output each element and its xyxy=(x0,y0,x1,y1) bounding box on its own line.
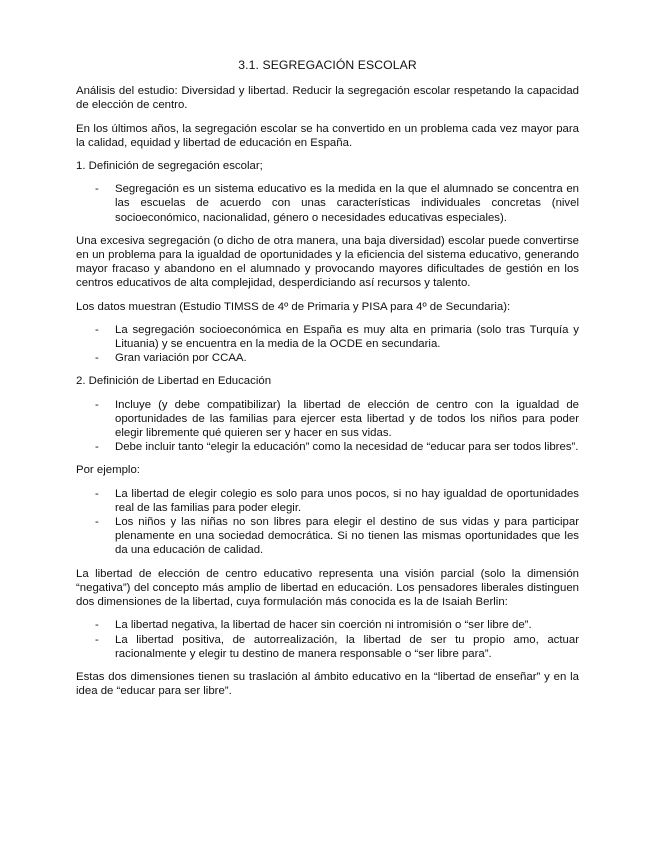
freedom-definition-list xyxy=(76,398,579,455)
study-intro-paragraph: Análisis del estudio: Diversidad y libertad. Reducir la segregación escolar respetando la capacidad de elección de centro. xyxy=(76,85,579,112)
dash-bullet: - xyxy=(95,352,99,365)
list-item-text: La libertad negativa, la libertad de hacer sin coerción ni intromisión o “ser libre de”. xyxy=(115,619,532,632)
list-item-text: Incluye (y debe compatibilizar) la libertad de elección de centro con la igualdad de oportunidades de las familias para ejercer esta libertad y de todos los niños para poder elegir libremente qué quieren ser y hacer en sus vidas. xyxy=(115,398,579,440)
dash-bullet: - xyxy=(95,487,99,500)
dash-bullet: - xyxy=(95,441,99,454)
list-item xyxy=(76,633,579,661)
closing-paragraph: Estas dos dimensiones tienen su traslación al ámbito educativo en la “libertad de enseñar” y en la idea de “educar para ser libre”. xyxy=(76,670,579,698)
list-item-text: La segregación socioeconómica en España es muy alta en primaria (solo tras Turquía y Lituania) y se encuentra en la media de la OCDE en secundaria. xyxy=(115,323,579,351)
list-item-text: Los niños y las niñas no son libres para elegir el destino de sus vidas y para participar plenamente en una sociedad democrática. Si no tienen las mismas oportunidades que les da una educación de calidad. xyxy=(115,516,579,557)
list-item-text: La libertad de elegir colegio es solo para unos pocos, si no hay igualdad de oportunidades real de las familias para poder elegir. xyxy=(115,487,579,514)
section-1-heading: 1. Definición de segregación escolar; xyxy=(76,160,263,173)
list-item xyxy=(76,618,579,632)
freedom-paragraph: La libertad de elección de centro educativo representa una visión parcial (solo la dimensión “negativa”) del concepto más amplio de libertad en educación. Los pensadores liberales distinguen dos dimensiones de la libertad, cuya formulación más conocida es la de Isaiah Berlin: xyxy=(76,567,579,609)
data-list xyxy=(76,323,579,366)
segregation-paragraph: Una excesiva segregación (o dicho de otra manera, una baja diversidad) escolar puede convertirse en un problema para la igualdad de oportunidades y la eficiencia del sistema educativo, generando mayor fracaso y abandono en el alumnado y provocando mayores dificultades de gestión en los centros educativos de alta complejidad, desperdiciando así recursos y talento. xyxy=(76,234,579,290)
data-intro-paragraph: Los datos muestran (Estudio TIMSS de 4º de Primaria y PISA para 4º de Secundaria): xyxy=(76,300,511,313)
list-item xyxy=(76,398,579,441)
list-item xyxy=(76,440,579,454)
list-item xyxy=(76,515,579,558)
dash-bullet: - xyxy=(95,323,99,336)
list-item xyxy=(76,182,579,225)
section-2-heading: 2. Definición de Libertad en Educación xyxy=(76,375,272,388)
freedom-dimensions-list xyxy=(76,618,579,661)
list-item-text: Segregación es un sistema educativo es la medida en la que el alumnado se concentra en las escuelas de acuerdo con unas características individuales concretas (nivel socioeconómico, nacionalidad, género o necesidades educativas especiales). xyxy=(115,183,579,224)
dash-bullet: - xyxy=(95,516,99,529)
dash-bullet: - xyxy=(95,398,99,411)
list-item-text: Gran variación por CCAA. xyxy=(115,352,247,365)
list-item xyxy=(76,323,579,351)
example-list xyxy=(76,487,579,558)
page-title: 3.1. SEGREGACIÓN ESCOLAR xyxy=(238,58,417,72)
dash-bullet: - xyxy=(95,619,99,632)
context-paragraph: En los últimos años, la segregación escolar se ha convertido en un problema cada vez mayor para la calidad, equidad y libertad de educación en España. xyxy=(76,122,579,149)
dash-bullet: - xyxy=(95,633,99,646)
list-item xyxy=(76,487,579,515)
example-intro: Por ejemplo: xyxy=(76,464,140,477)
list-item-text: Debe incluir tanto “elegir la educación” como la necesidad de “educar para ser todos libres”. xyxy=(115,441,579,454)
list-item xyxy=(76,351,579,365)
list-item-text: La libertad positiva, de autorrealización, la libertad de ser tu propio amo, actuar racionalmente y elegir tu destino de manera responsable o “ser libre para”. xyxy=(115,633,579,660)
dash-bullet: - xyxy=(95,183,99,196)
definition-list xyxy=(76,182,579,225)
